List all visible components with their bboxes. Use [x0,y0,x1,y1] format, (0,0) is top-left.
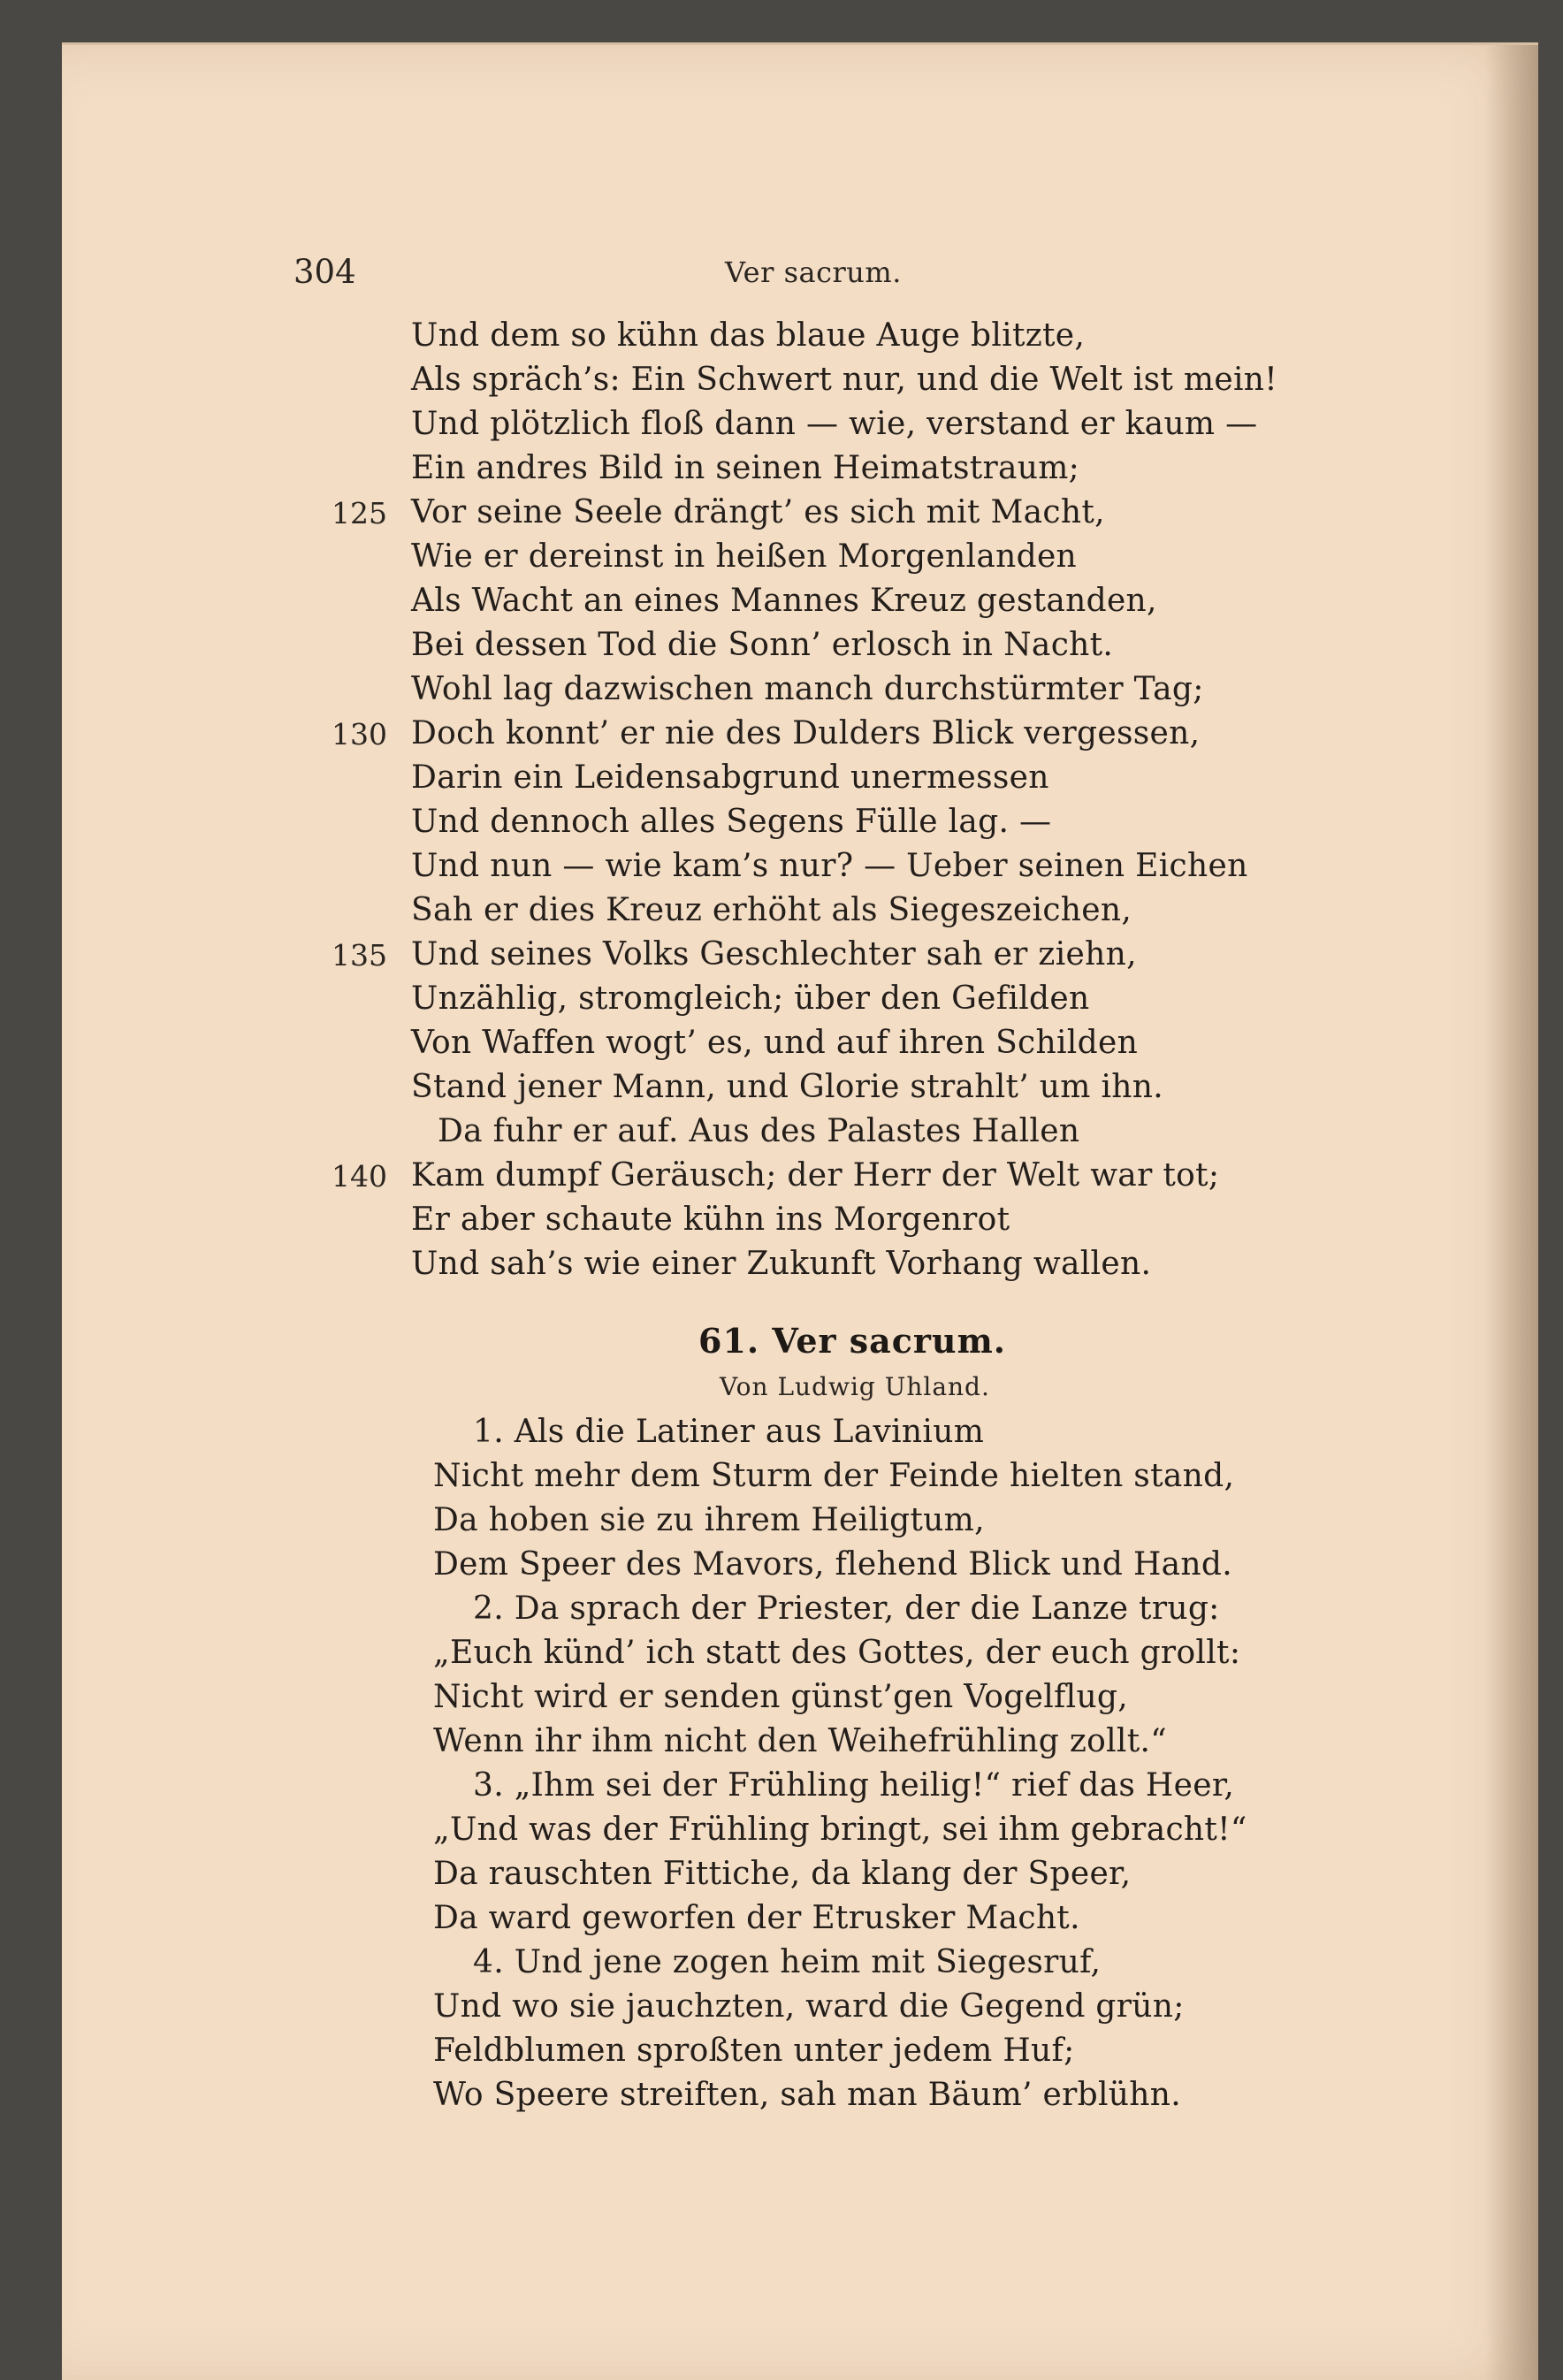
verse-line: Und nun — wie kam’s nur? — Ueber seinen Eichen [411,848,1248,884]
verse-line: Da fuhr er auf. Aus des Palastes Hallen [438,1113,1080,1149]
page-number: 304 [294,253,356,291]
poem-author: Von Ludwig Uhland. [720,1372,990,1401]
stanza-line: 3. „Ihm sei der Frühling heilig!“ rief das Heer, [473,1767,1235,1804]
verse-line: Kam dumpf Geräusch; der Herr der Welt war tot; [411,1157,1220,1194]
stanza-line: Da rauschten Fittiche, da klang der Speer, [433,1856,1132,1892]
stanza-line: Und wo sie jauchzten, ward die Gegend grün; [433,1988,1185,2025]
verse-line: Wie er dereinst in heißen Morgenlanden [411,538,1078,575]
stanza-line: 2. Da sprach der Priester, der die Lanze trug: [473,1590,1220,1627]
verse-line: Doch konnt’ er nie des Dulders Blick vergessen, [411,715,1201,751]
line-number: 125 [332,496,387,530]
line-number: 130 [332,717,387,751]
verse-line: Und dem so kühn das blaue Auge blitzte, [411,317,1086,354]
line-number: 140 [332,1159,387,1194]
verse-line: Bei dessen Tod die Sonn’ erlosch in Nacht. [411,627,1114,663]
stanza-line: 4. Und jene zogen heim mit Siegesruf, [473,1944,1102,1980]
verse-line: Und plötzlich floß dann — wie, verstand er kaum — [411,406,1258,442]
verse-line: Wohl lag dazwischen manch durchstürmter Tag; [411,671,1204,707]
page-header [62,253,1538,297]
verse-line: Vor seine Seele drängt’ es sich mit Macht, [411,494,1105,530]
verse-line: Von Waffen wogt’ es, und auf ihren Schilden [411,1025,1139,1061]
verse-line: Und sah’s wie einer Zukunft Vorhang wallen. [411,1246,1152,1282]
stanza-line: 1. Als die Latiner aus Lavinium [473,1414,985,1450]
verse-line: Sah er dies Kreuz erhöht als Siegeszeichen, [411,892,1132,928]
stanza-line: Da hoben sie zu ihrem Heiligtum, [433,1502,985,1538]
verse-line: Ein andres Bild in seinen Heimatstraum; [411,450,1080,486]
poem-title: 61. Ver sacrum. [698,1321,1007,1361]
stanza-line: Da ward geworfen der Etrusker Macht. [433,1900,1080,1936]
spine-shadow [1485,45,1538,2380]
verse-line: Unzählig, stromgleich; über den Gefilden [411,980,1090,1017]
verse-line: Er aber schaute kühn ins Morgenrot [411,1201,1010,1238]
line-number: 135 [332,938,387,973]
stanza-line: „Euch künd’ ich statt des Gottes, der euch grollt: [433,1635,1241,1671]
verse-line: Und dennoch alles Segens Fülle lag. — [411,804,1052,840]
verse-line: Stand jener Mann, und Glorie strahlt’ um ihn. [411,1069,1163,1105]
verse-line: Als Wacht an eines Mannes Kreuz gestanden, [411,583,1157,619]
stanza-line: Feldblumen sproßten unter jedem Huf; [433,2033,1075,2069]
verse-line: Und seines Volks Geschlechter sah er ziehn, [411,936,1137,973]
stanza-line: Nicht wird er senden günst’gen Vogelflug, [433,1679,1129,1715]
stanza-line: Wo Speere streiften, sah man Bäum’ erblühn. [433,2077,1181,2113]
book-page [62,42,1538,2380]
stanza-line: Dem Speer des Mavors, flehend Blick und Hand. [433,1546,1232,1583]
stanza-line: Nicht mehr dem Sturm der Feinde hielten stand, [433,1458,1235,1494]
running-head: Ver sacrum. [725,256,902,289]
stanza-line: „Und was der Frühling bringt, sei ihm gebracht!“ [433,1812,1247,1848]
stanza-line: Wenn ihr ihm nicht den Weihefrühling zollt.“ [433,1723,1167,1759]
verse-line: Als spräch’s: Ein Schwert nur, und die Welt ist mein! [411,362,1278,398]
verse-line: Darin ein Leidensabgrund unermessen [411,759,1049,796]
